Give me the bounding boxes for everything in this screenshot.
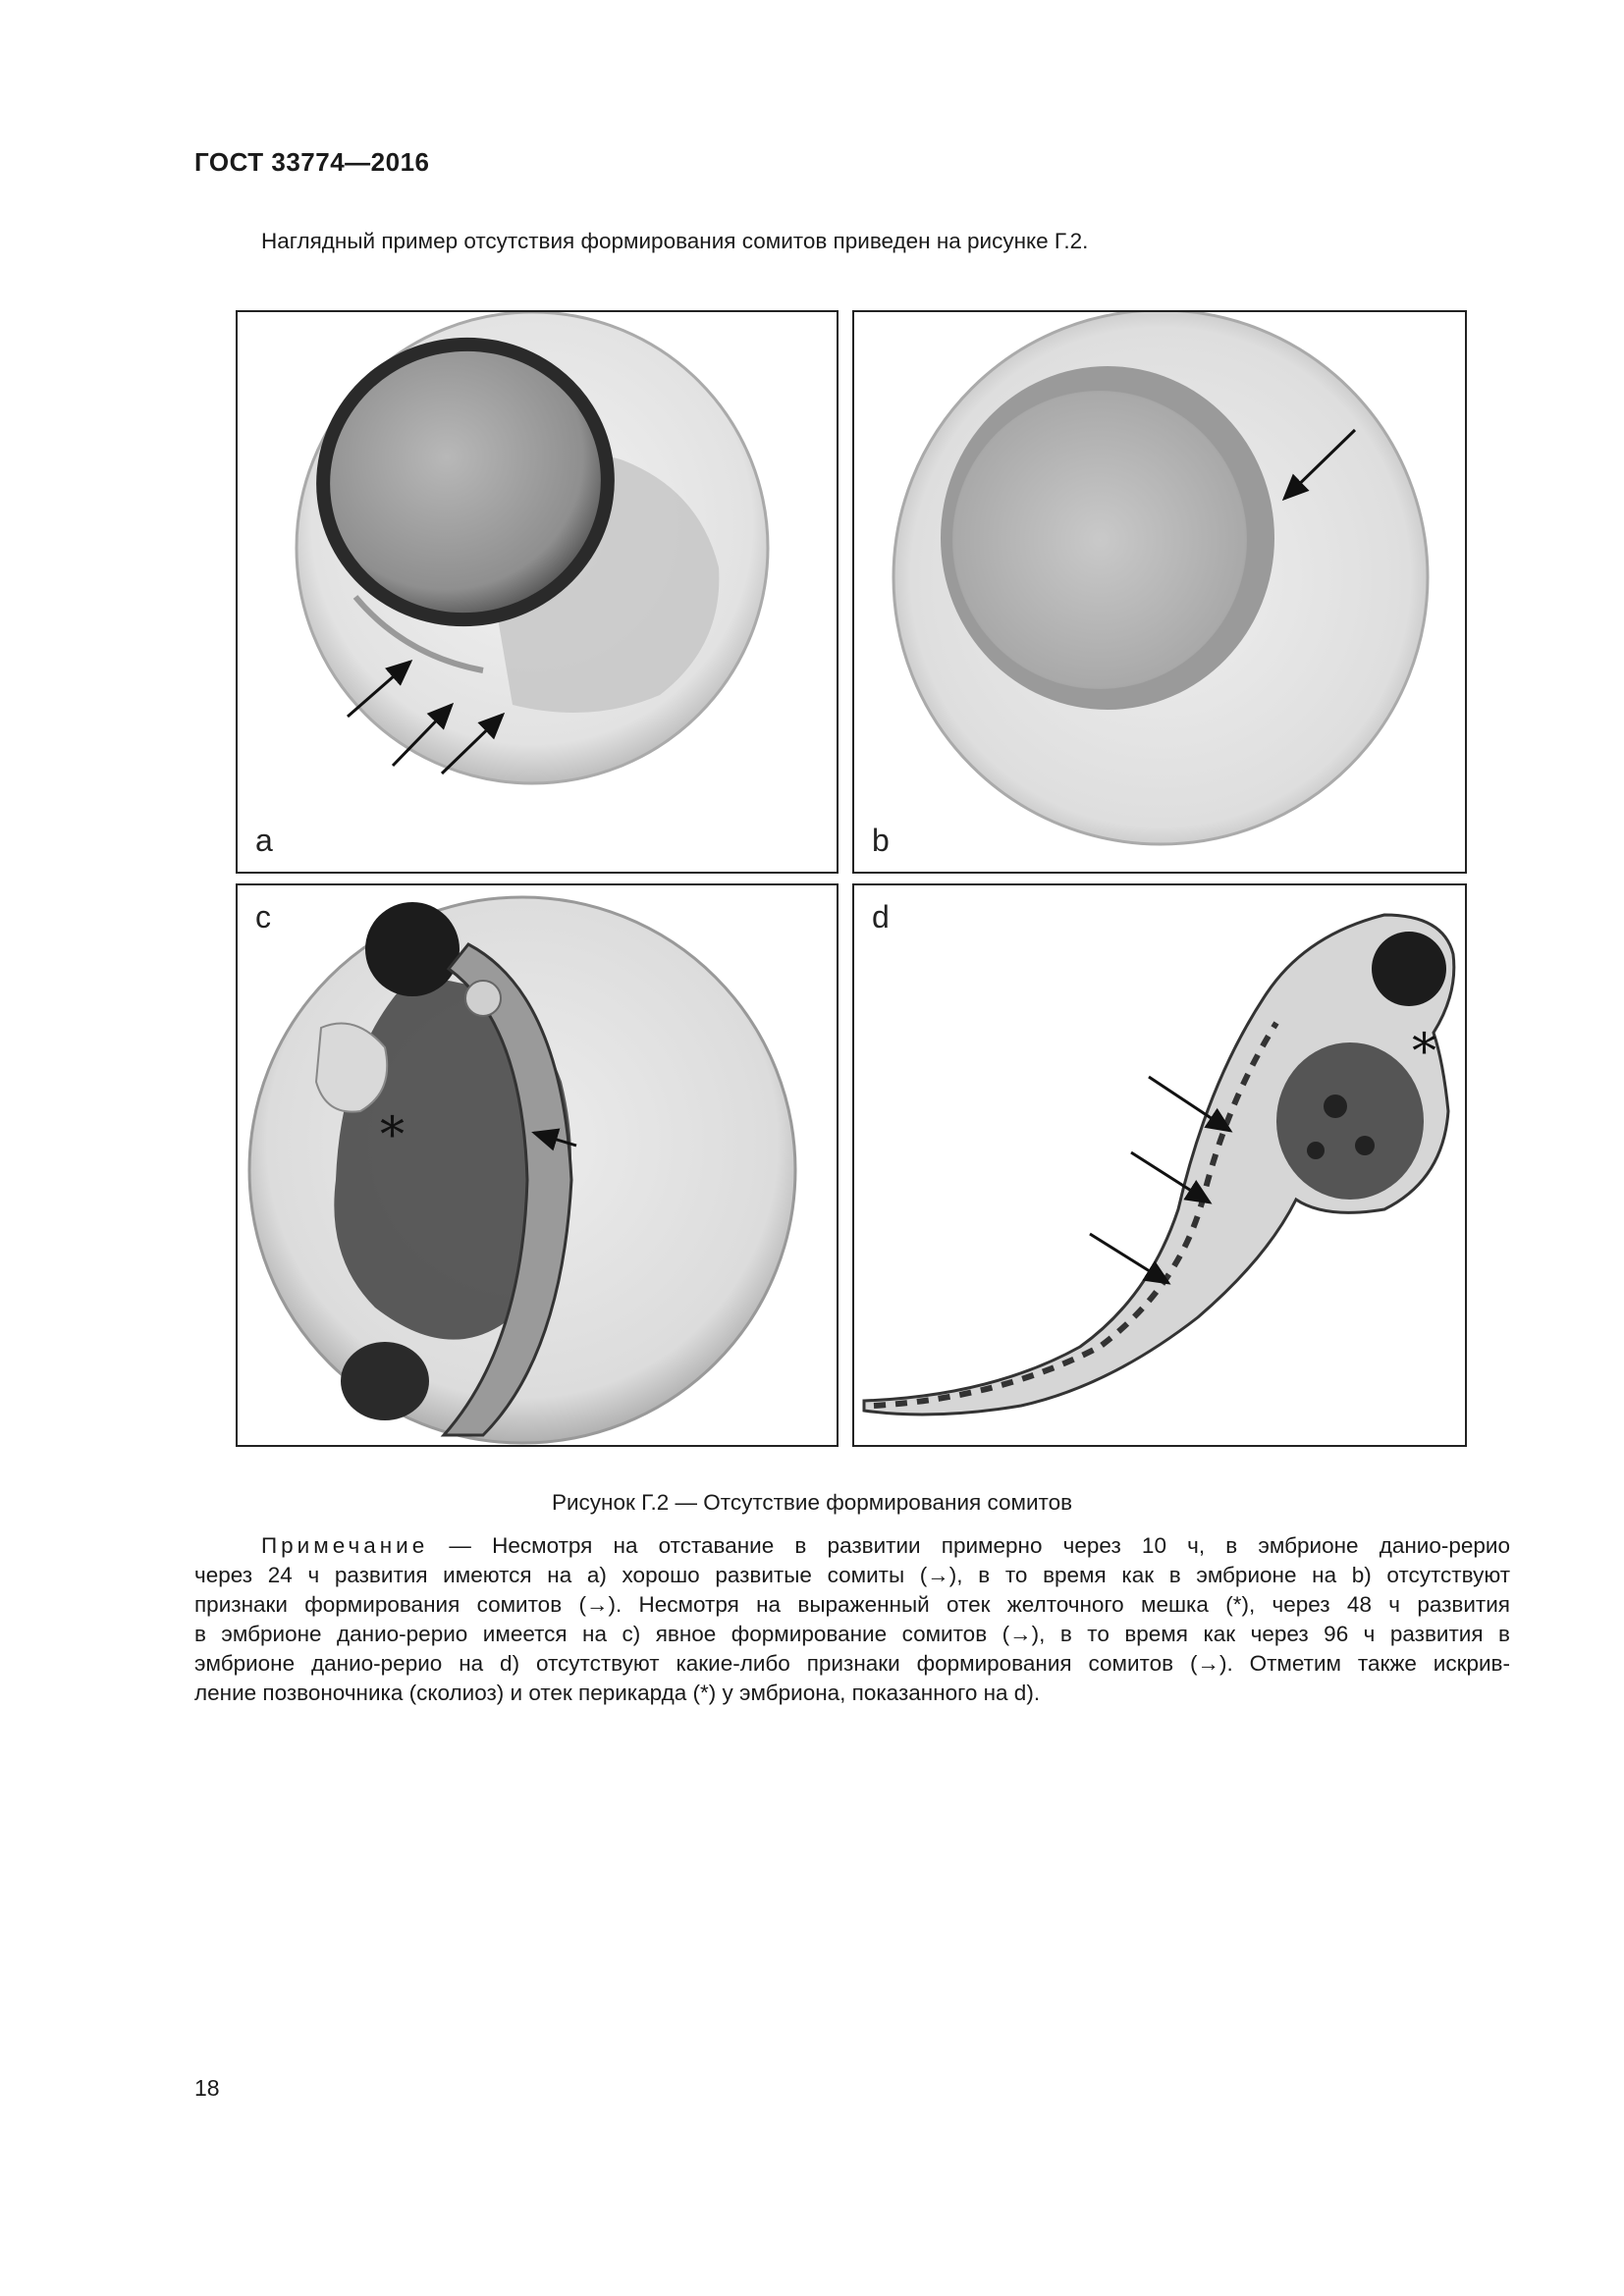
note-line-1-text: — Несмотря на отставание в развитии примерно через 10 ч, в эмбрионе данио-рерио xyxy=(428,1533,1510,1558)
embryo-image-c xyxy=(238,885,839,1447)
embryo-image-a xyxy=(238,312,839,874)
panel-label-a: a xyxy=(255,823,273,858)
page-number: 18 xyxy=(194,2075,220,2101)
figure-panel-b xyxy=(852,310,1467,874)
figure-panel-c xyxy=(236,883,839,1447)
pericardial-edema-marker: * xyxy=(1412,1023,1436,1080)
intro-paragraph: Наглядный пример отсутствия формирования сомитов приведен на рисунке Г.2. xyxy=(261,229,1089,253)
figure-panel-d xyxy=(852,883,1467,1447)
figure-caption: Рисунок Г.2 — Отсутствие формирования сомитов xyxy=(551,1490,1073,1515)
note-line-5: эмбрионе данио-рерио на d) отсутствуют какие-либо признаки формирования сомитов (→). Отметим также искрив- xyxy=(194,1651,1510,1676)
note-line-1 xyxy=(194,1531,1510,1561)
yolk-sac-edema-marker: * xyxy=(380,1106,405,1163)
note-line-4: в эмбрионе данио-рерио имеется на с) явное формирование сомитов (→), в то время как через 96 ч развития в xyxy=(194,1622,1510,1646)
document-header: ГОСТ 33774—2016 xyxy=(194,147,430,177)
embryo-image-b xyxy=(854,312,1467,874)
panel-label-d: d xyxy=(872,899,890,934)
larva-image-d xyxy=(854,885,1467,1447)
note-lead: Примечание xyxy=(261,1533,429,1558)
figure-note xyxy=(194,1531,1510,1708)
panel-label-b: b xyxy=(872,823,890,858)
note-line-6: ление позвоночника (сколиоз) и отек перикарда (*) у эмбриона, показанного на d). xyxy=(194,1681,1041,1705)
figure-panel-a xyxy=(236,310,839,874)
panel-label-c: c xyxy=(255,899,271,934)
note-line-3: признаки формирования сомитов (→). Несмотря на выраженный отек желточного мешка (*), через 48 ч развития xyxy=(194,1592,1510,1617)
note-line-2: через 24 ч развития имеются на а) хорошо развитые сомиты (→), в то время как в эмбрионе на b) отсутствуют xyxy=(194,1563,1510,1587)
